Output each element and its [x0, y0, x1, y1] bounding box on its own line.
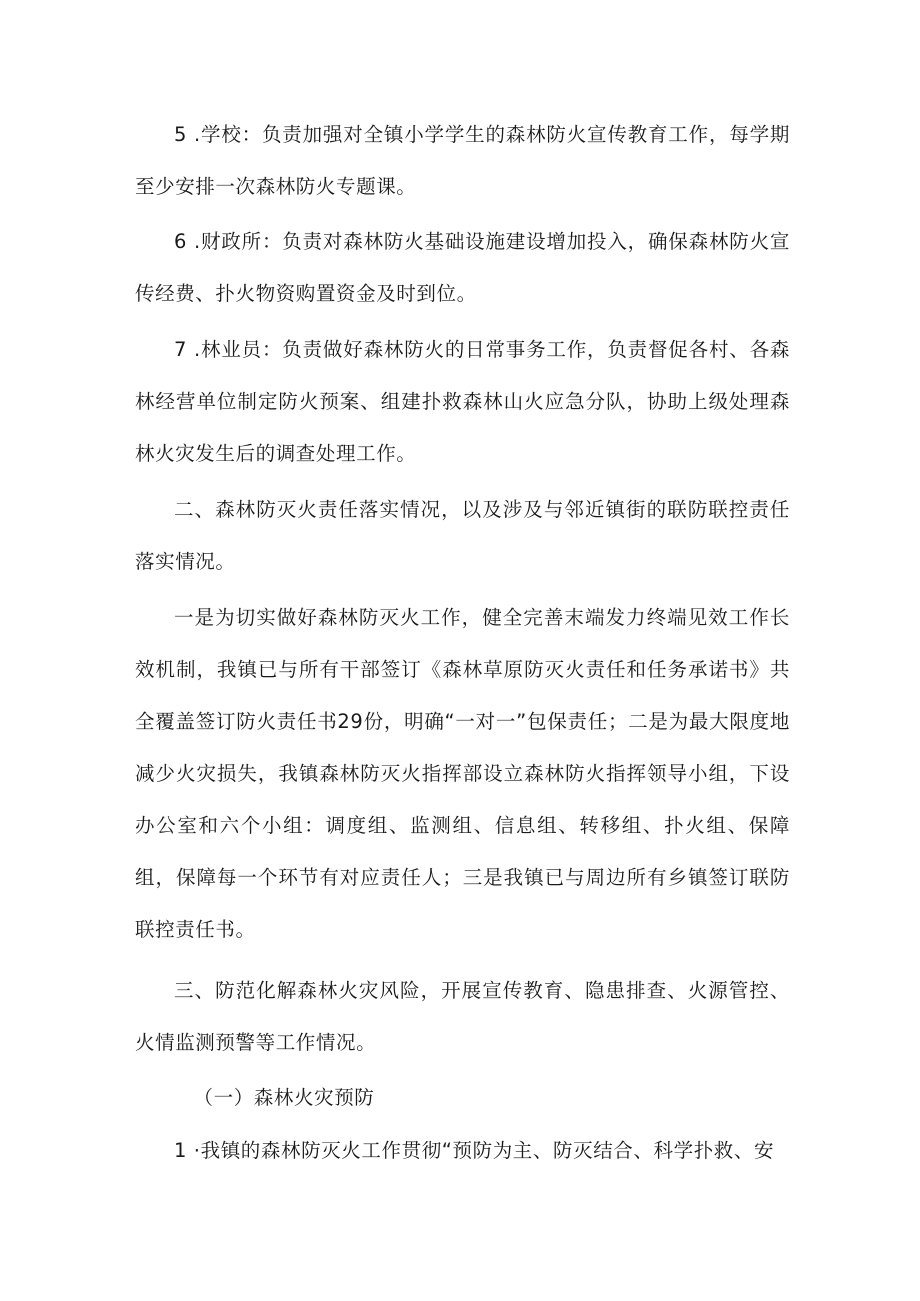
paragraph-finance-office: 6 .财政所：负责对森林防火基础设施建设增加投入，确保森林防火宣传经费、扑火物资购置资金及时到位。 — [135, 230, 790, 305]
subsection-heading-fire-prevention: （一）森林火灾预防 — [193, 1086, 375, 1109]
section-heading-responsibility: 二、森林防灭火责任落实情况，以及涉及与邻近镇街的联防联控责任落实情况。 — [135, 498, 790, 573]
paragraph-responsibility-details: 一是为切实做好森林防灭火工作，健全完善末端发力终端见效工作长效机制，我镇已与所有干部签订《森林草原防灭火责任和任务承诺书》共全覆盖签订防火责任书29份，明确“一对一”包保责任；二是为最大限度地减少火灾损失，我镇森林防灭火指挥部设立森林防火指挥领导小组，下设办公室和六个小组：调度组、监测组、信息组、转移组、扑火组、保障组，保障每一个环节有对应责任人；三是我镇已与周边所有乡镇签订联防联控责任书。 — [135, 606, 790, 941]
paragraph-prevention-policy: 1 ·我镇的森林防灭火工作贯彻“预防为主、防灭结合、科学扑救、安 — [174, 1139, 775, 1162]
paragraph-forestry-officer: 7 .林业员：负责做好森林防火的日常事务工作，负责督促各村、各森林经营单位制定防火预案、组建扑救森林山火应急分队，协助上级处理森林火灾发生后的调查处理工作。 — [135, 338, 790, 465]
paragraph-school: 5 .学校：负责加强对全镇小学学生的森林防火宣传教育工作，每学期至少安排一次森林防火专题课。 — [135, 123, 790, 198]
section-heading-risk-prevention: 三、防范化解森林火灾风险，开展宣传教育、隐患排查、火源管控、火情监测预警等工作情况。 — [135, 979, 790, 1054]
